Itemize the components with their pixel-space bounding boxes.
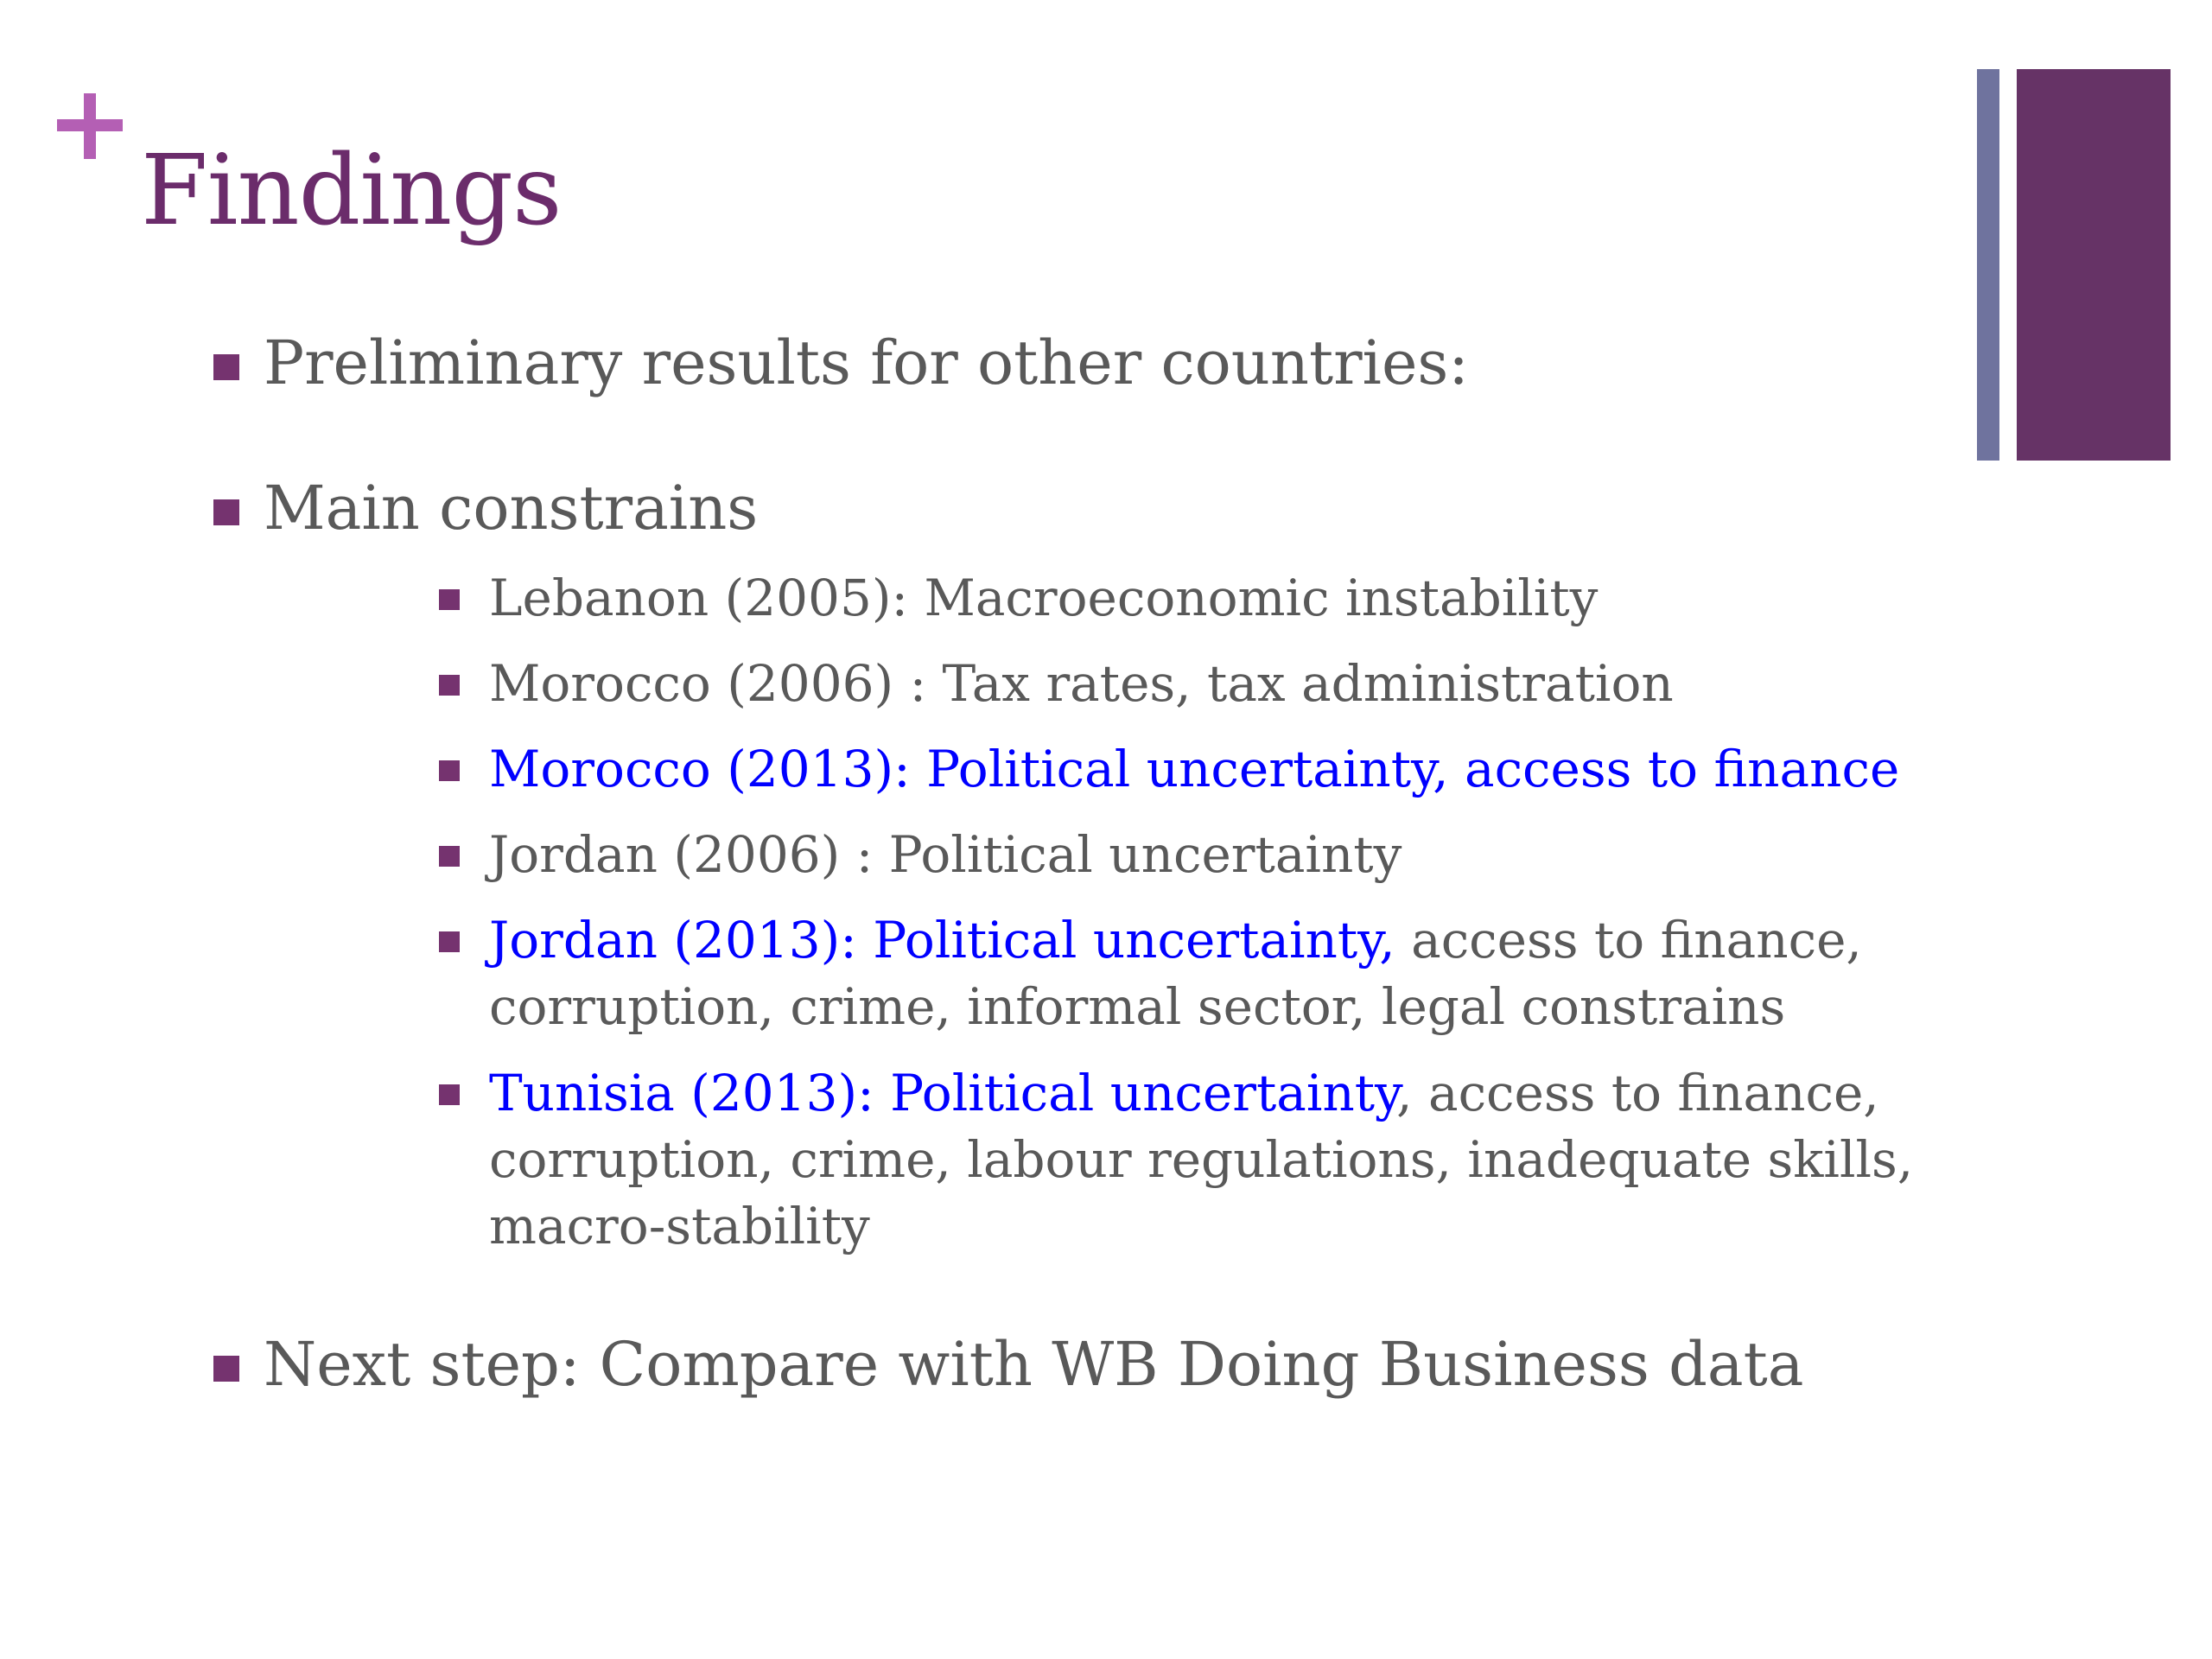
constraint-text: Jordan (2006) : Political uncertainty: [489, 825, 1402, 884]
constraint-text: Lebanon (2005): Macroeconomic instability: [489, 569, 1599, 627]
bullet-text: Preliminary results for other countries:: [264, 327, 1469, 398]
bullet-next-step: [264, 1328, 1803, 1401]
constraint-jordan-2006: [489, 822, 2010, 888]
constraint-text: Morocco (2006) : Tax rates, tax administration: [489, 654, 1674, 713]
square-bullet-icon: [213, 1356, 239, 1382]
constraint-text-rest: access to finance, corruption, crime, informal sector, legal constrains: [489, 911, 1862, 1036]
constraint-text-highlight: Jordan (2013): Political uncertainty,: [489, 911, 1395, 969]
square-bullet-icon: [439, 760, 460, 781]
square-bullet-icon: [439, 589, 460, 610]
constraint-text-rest: , access to finance, corruption, crime, labour regulations, inadequate skills, macro-stability: [489, 1064, 1914, 1255]
constraint-text-highlight: Tunisia (2013): Political uncertainty: [489, 1064, 1397, 1122]
constraint-jordan-2013: [489, 907, 2010, 1040]
plus-icon: [57, 93, 123, 159]
constraint-morocco-2013: [489, 736, 2010, 803]
constraint-lebanon-2005: [489, 565, 2010, 632]
slide-title: Findings: [141, 135, 562, 247]
constraint-tunisia-2013: [489, 1060, 2010, 1260]
square-bullet-icon: [439, 931, 460, 952]
bullet-main-constraints: [264, 472, 758, 544]
square-bullet-icon: [213, 499, 239, 525]
bullet-text: Next step: Compare with WB Doing Business data: [264, 1329, 1804, 1400]
accent-bar-thin: [1977, 69, 1999, 461]
square-bullet-icon: [439, 1084, 460, 1105]
square-bullet-icon: [439, 846, 460, 867]
constraint-morocco-2006: [489, 651, 2010, 717]
accent-bar-thick: [2017, 69, 2171, 461]
square-bullet-icon: [439, 675, 460, 696]
constraint-text-highlight: Morocco (2013): Political uncertainty, access to finance: [489, 740, 1900, 798]
square-bullet-icon: [213, 354, 239, 380]
bullet-preliminary-results: [264, 327, 1469, 399]
bullet-text: Main constrains: [264, 473, 759, 543]
